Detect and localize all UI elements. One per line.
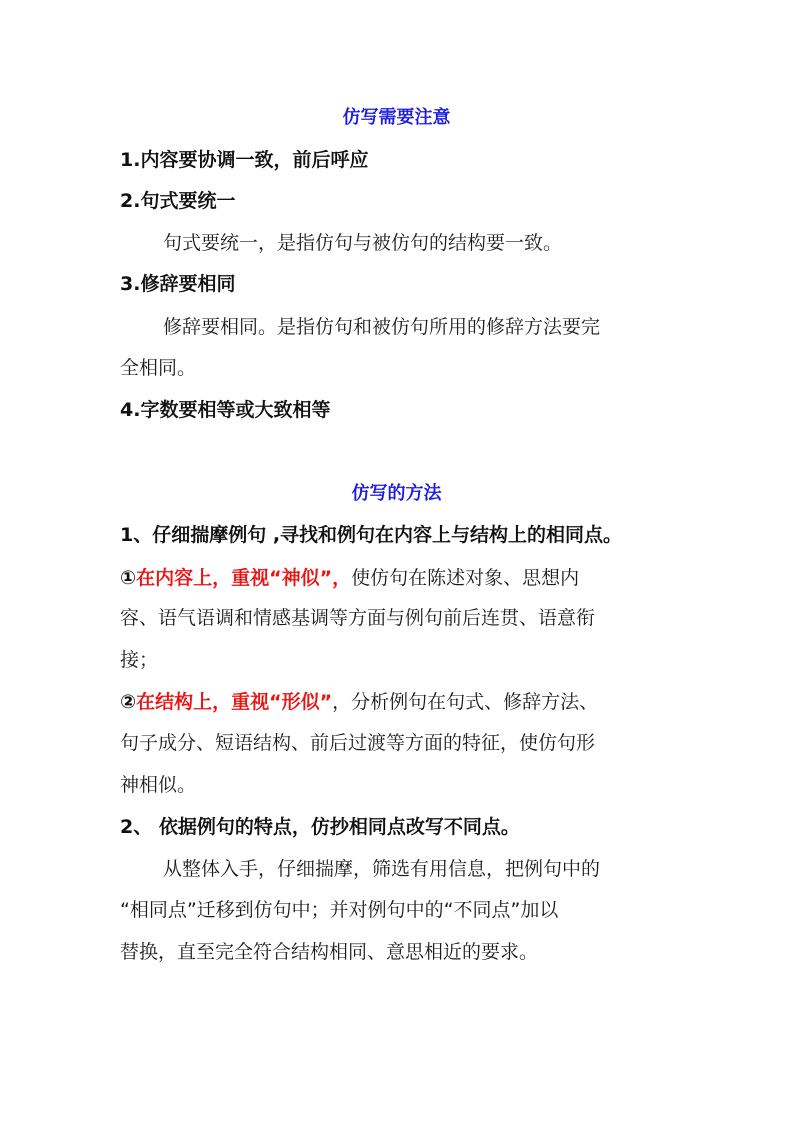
item1-line1 <box>120 565 680 591</box>
point3-body-line2: 全相同。 <box>120 357 197 379</box>
point4-heading: 4.字数要相等或大致相等 <box>120 399 331 421</box>
section1-title: 仿写需要注意 <box>342 107 451 128</box>
point2-heading: 2.句式要统一 <box>120 190 236 212</box>
method1-heading: 1、仔细揣摩例句 ,寻找和例句在内容上与结构上的相同点。 <box>120 524 623 546</box>
item1-comma: ， <box>332 567 352 589</box>
item1-marker: ① <box>120 567 137 589</box>
method2-body-line1: 从整体入手，仔细揣摩，筛选有用信息，把例句中的 <box>163 858 601 880</box>
item1-line3: 接； <box>120 649 159 671</box>
method2-body-line2: “相同点”迁移到仿句中；并对例句中的“不同点”加以 <box>120 899 559 921</box>
point3-heading: 3.修辞要相同 <box>120 273 236 295</box>
item2-marker: ② <box>120 691 137 713</box>
point2-body: 句式要统一，是指仿句与被仿句的结构要一致。 <box>163 232 563 254</box>
item1-rest: 使仿句在陈述对象、思想内 <box>351 567 580 589</box>
item2-line1 <box>120 689 680 715</box>
item1-line2: 容、语气语调和情感基调等方面与例句前后连贯、语意衔 <box>120 607 596 629</box>
item2-highlight: 在结构上，重视“形似” <box>136 691 333 713</box>
item1-highlight: 在内容上，重视“神似” <box>136 567 333 589</box>
point1-heading: 1.内容要协调一致，前后呼应 <box>120 149 369 171</box>
item2-rest: ，分析例句在句式、修辞方法、 <box>332 691 599 713</box>
point3-body-line1: 修辞要相同。是指仿句和被仿句所用的修辞方法要完 <box>163 316 601 338</box>
item2-line2: 句子成分、短语结构、前后过渡等方面的特征，使仿句形 <box>120 732 596 754</box>
item2-line3: 神相似。 <box>120 774 197 796</box>
method2-heading: 2、 依据例句的特点，仿抄相同点改写不同点。 <box>120 816 520 838</box>
section2-title: 仿写的方法 <box>351 483 442 504</box>
method2-body-line3: 替换，直至完全符合结构相同、意思相近的要求。 <box>120 941 539 963</box>
